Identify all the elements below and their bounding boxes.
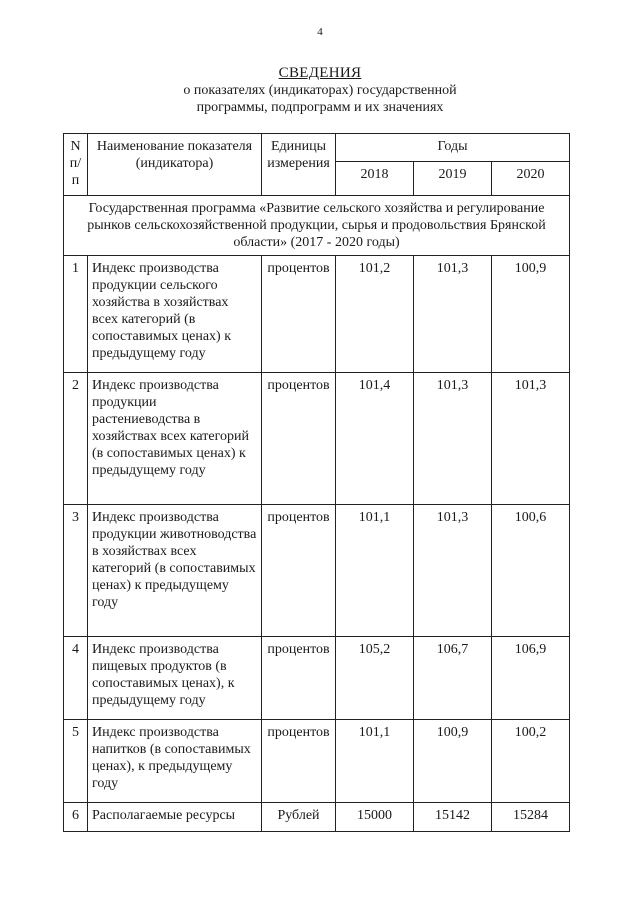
indicator-name: Индекс производства напитков (в сопоставимых ценах), к предыдущему году <box>88 720 262 803</box>
header-year-2019: 2019 <box>414 162 492 196</box>
unit-of-measure: процентов <box>262 505 336 637</box>
value-2018: 101,1 <box>336 505 414 637</box>
value-2019: 101,3 <box>414 256 492 373</box>
row-number: 3 <box>64 505 88 637</box>
row-number: 1 <box>64 256 88 373</box>
header-year-2020: 2020 <box>492 162 570 196</box>
table-row <box>64 256 570 373</box>
indicator-name: Располагаемые ресурсы <box>88 803 262 832</box>
header-unit: Единицы измерения <box>262 134 336 196</box>
unit-of-measure: процентов <box>262 720 336 803</box>
row-number: 2 <box>64 373 88 505</box>
document-title: СВЕДЕНИЯ <box>278 65 362 81</box>
program-title: Государственная программа «Развитие сельского хозяйства и регулирование рынков сельскохозяйственной продукции, сырья и продовольствия Брянской области» (2017 - 2020 годы) <box>64 196 570 256</box>
row-number: 6 <box>64 803 88 832</box>
value-2018: 15000 <box>336 803 414 832</box>
page-number: 4 <box>317 26 323 38</box>
row-number: 5 <box>64 720 88 803</box>
row-number: 4 <box>64 637 88 720</box>
indicator-name: Индекс производства продукции растениеводства в хозяйствах всех категорий (в сопоставимых ценах) к предыдущему году <box>88 373 262 505</box>
value-2020: 100,2 <box>492 720 570 803</box>
table-row <box>64 803 570 832</box>
unit-of-measure: процентов <box>262 637 336 720</box>
value-2020: 15284 <box>492 803 570 832</box>
header-name: Наименование показателя (индикатора) <box>88 134 262 196</box>
header-num: N п/п <box>64 134 88 196</box>
value-2018: 101,2 <box>336 256 414 373</box>
unit-of-measure: Рублей <box>262 803 336 832</box>
header-row <box>64 134 570 162</box>
program-row <box>64 196 570 256</box>
indicators-table <box>63 133 570 832</box>
indicator-name: Индекс производства пищевых продуктов (в сопоставимых ценах), к предыдущему году <box>88 637 262 720</box>
table-row <box>64 505 570 637</box>
value-2019: 101,3 <box>414 505 492 637</box>
indicator-name: Индекс производства продукции сельского хозяйства в хозяйствах всех категорий (в сопоставимых ценах) к предыдущему году <box>88 256 262 373</box>
value-2019: 101,3 <box>414 373 492 505</box>
table-row <box>64 720 570 803</box>
indicator-name: Индекс производства продукции животноводства в хозяйствах всех категорий (в сопоставимых ценах) к предыдущему году <box>88 505 262 637</box>
value-2020: 101,3 <box>492 373 570 505</box>
value-2019: 15142 <box>414 803 492 832</box>
title-block <box>60 64 580 116</box>
document-subtitle-line-2: программы, подпрограмм и их значениях <box>196 100 444 115</box>
table-row <box>64 637 570 720</box>
value-2020: 106,9 <box>492 637 570 720</box>
value-2020: 100,9 <box>492 256 570 373</box>
table-row <box>64 373 570 505</box>
value-2020: 100,6 <box>492 505 570 637</box>
value-2018: 105,2 <box>336 637 414 720</box>
value-2019: 106,7 <box>414 637 492 720</box>
unit-of-measure: процентов <box>262 373 336 505</box>
header-year-2018: 2018 <box>336 162 414 196</box>
header-years: Годы <box>336 134 570 162</box>
document-subtitle-line-1: о показателях (индикаторах) государственной <box>183 83 457 98</box>
value-2018: 101,4 <box>336 373 414 505</box>
unit-of-measure: процентов <box>262 256 336 373</box>
value-2018: 101,1 <box>336 720 414 803</box>
value-2019: 100,9 <box>414 720 492 803</box>
